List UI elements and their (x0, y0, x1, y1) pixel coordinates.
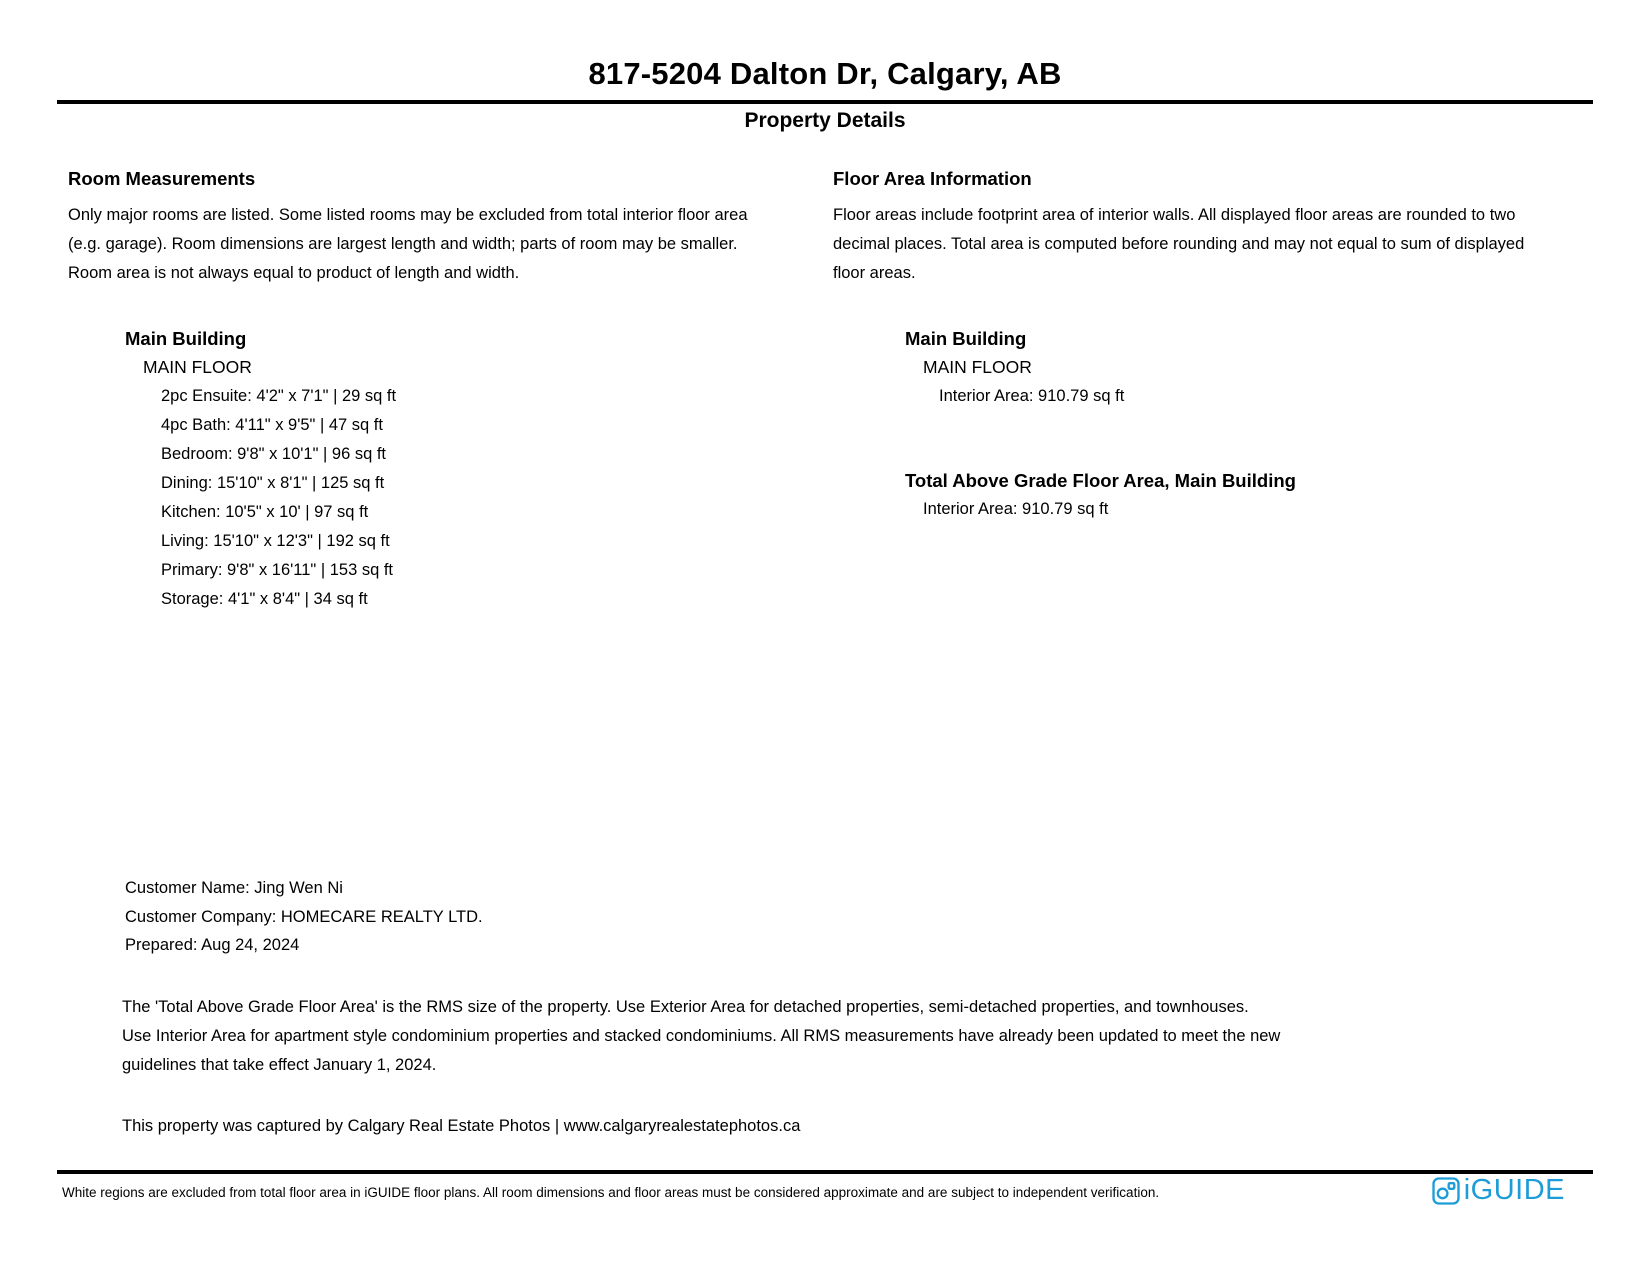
rms-note-line: guidelines that take effect January 1, 2024. (122, 1056, 437, 1074)
room-measurement-line: Storage: 4'1" x 8'4" | 34 sq ft (161, 590, 368, 608)
floor-label: MAIN FLOOR (923, 357, 1032, 377)
room-measurement-line: Bedroom: 9'8" x 10'1" | 96 sq ft (161, 445, 387, 463)
customer-name-line: Customer Name: Jing Wen Ni (125, 879, 343, 897)
description-line: decimal places. Total area is computed before rounding and may not equal to sum of displayed (833, 235, 1525, 253)
room-measurement-line: Living: 15'10" x 12'3" | 192 sq ft (161, 532, 390, 550)
room-measurements-description (68, 201, 778, 288)
footer-divider (57, 1170, 1593, 1174)
room-measurement-line: Kitchen: 10'5" x 10' | 97 sq ft (161, 503, 369, 521)
customer-info-block (125, 874, 483, 960)
header-divider (57, 100, 1593, 104)
building-heading: Main Building (125, 328, 247, 349)
total-interior-area-line: Interior Area: 910.79 sq ft (923, 500, 1109, 518)
captured-by-line: This property was captured by Calgary Real Estate Photos | www.calgaryrealestatephotos.ca (122, 1117, 801, 1135)
interior-area-line: Interior Area: 910.79 sq ft (939, 387, 1125, 405)
building-heading: Main Building (905, 328, 1027, 349)
iguide-camera-icon (1432, 1177, 1460, 1205)
description-line: Only major rooms are listed. Some listed rooms may be excluded from total interior floor area (68, 206, 748, 224)
total-above-grade-heading: Total Above Grade Floor Area, Main Building (905, 470, 1296, 491)
iguide-logo (1432, 1176, 1565, 1205)
room-measurement-line: 4pc Bath: 4'11" x 9'5" | 47 sq ft (161, 416, 383, 434)
room-measurement-line: 2pc Ensuite: 4'2" x 7'1" | 29 sq ft (161, 387, 397, 405)
footer-disclaimer: White regions are excluded from total floor area in iGUIDE floor plans. All room dimensions and floor areas must be considered approximate and are subject to independent verification. (62, 1185, 1160, 1200)
room-list (161, 382, 778, 614)
iguide-logo-text: iGUIDE (1463, 1174, 1565, 1206)
page-title: 817-5204 Dalton Dr, Calgary, AB (588, 56, 1062, 91)
rms-note-line: Use Interior Area for apartment style condominium properties and stacked condominiums. All RMS measurements have already been updated to meet the new (122, 1027, 1281, 1045)
description-line: floor areas. (833, 264, 916, 282)
floor-area-section (833, 166, 1583, 524)
room-measurement-line: Primary: 9'8" x 16'11" | 153 sq ft (161, 561, 394, 579)
description-line: Floor areas include footprint area of interior walls. All displayed floor areas are rounded to two (833, 206, 1516, 224)
rms-note-line: The 'Total Above Grade Floor Area' is the RMS size of the property. Use Exterior Area for detached properties, semi-detached properties, and townhouses. (122, 998, 1249, 1016)
floor-label: MAIN FLOOR (143, 357, 252, 377)
page-subtitle: Property Details (744, 109, 906, 132)
description-line: (e.g. garage). Room dimensions are largest length and width; parts of room may be smaller. (68, 235, 738, 253)
prepared-date-line: Prepared: Aug 24, 2024 (125, 936, 300, 954)
room-measurements-heading: Room Measurements (68, 168, 256, 189)
floor-area-heading: Floor Area Information (833, 168, 1032, 189)
description-line: Room area is not always equal to product of length and width. (68, 264, 520, 282)
floor-area-description (833, 201, 1583, 288)
room-measurement-line: Dining: 15'10" x 8'1" | 125 sq ft (161, 474, 385, 492)
room-measurements-section (68, 166, 778, 614)
rms-note (122, 993, 1280, 1080)
customer-company-line: Customer Company: HOMECARE REALTY LTD. (125, 907, 483, 926)
